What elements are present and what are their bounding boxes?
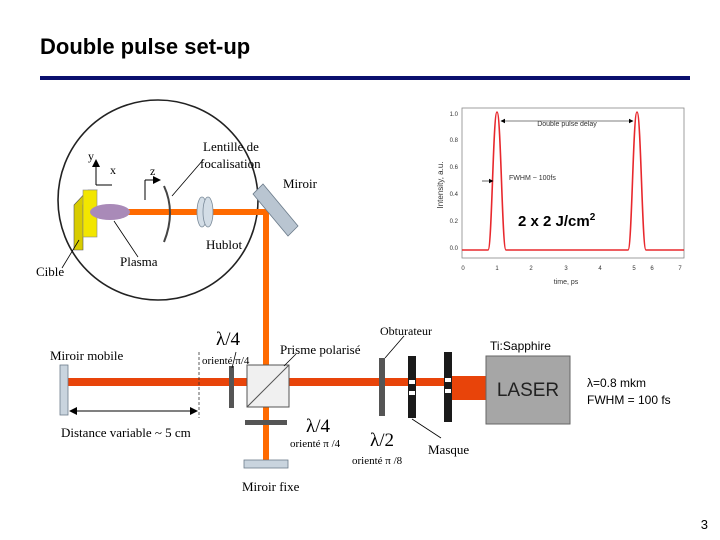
- ytick-4: 0.8: [449, 138, 458, 144]
- oriente-top-label: orienté π/4: [202, 355, 250, 367]
- beam-horizontal: [120, 209, 268, 215]
- cible-pointer: [62, 240, 79, 268]
- lambda2-label: λ/2: [370, 430, 394, 451]
- xtick-6: 6: [650, 266, 654, 272]
- prisme-label: Prisme polarisé: [280, 342, 361, 357]
- ytick-0: 0.0: [449, 246, 458, 252]
- fluence-label: 2 x 2 $J/cm^2$: [518, 212, 596, 230]
- obturateur-pointer: [385, 336, 404, 358]
- lambda4-bottom-plate: [245, 420, 287, 425]
- pulse-inset: [436, 108, 684, 286]
- lambda2-plate: [379, 358, 385, 416]
- ytick-1: 0.2: [449, 219, 458, 225]
- ytick-5: 1.0: [449, 112, 458, 118]
- page-number: 3: [700, 517, 708, 532]
- ytick-3: 0.6: [449, 165, 458, 171]
- miroir-mobile: [60, 365, 68, 415]
- inset-xtick-labels: [461, 266, 682, 272]
- plasma-pointer: [114, 221, 138, 257]
- xtick-1: 1: [495, 266, 499, 272]
- oriente-lambda2-label: orienté π /8: [352, 455, 403, 467]
- polarizing-prism: [247, 365, 289, 407]
- wavelength-label: λ=0.8 mkm: [587, 376, 647, 390]
- inset-fwhm-label: FWHM ~ 100fs: [509, 175, 556, 182]
- cible-label: Cible: [36, 264, 65, 279]
- xtick-0: 0: [461, 266, 465, 272]
- xtick-7: 7: [678, 266, 682, 272]
- laser-label: LASER: [496, 380, 560, 401]
- hublot-window: [197, 197, 213, 227]
- xtick-2: 2: [529, 266, 533, 272]
- plasma-label: Plasma: [120, 254, 158, 269]
- axis-y-label: y: [88, 149, 94, 163]
- miroir-mobile-label: Miroir mobile: [50, 348, 124, 363]
- lambda4-top-label: λ/4: [216, 329, 240, 350]
- axis-z-label: z: [150, 164, 156, 178]
- shutter-plate: [444, 352, 452, 422]
- fwhm-laser-label: FWHM = 100 fs: [587, 393, 671, 407]
- hublot-label: Hublot: [206, 237, 243, 252]
- miroir-fixe-label: Miroir fixe: [242, 479, 300, 494]
- lambda4-bottom-label: λ/4: [306, 416, 330, 437]
- distance-label: Distance variable ~ 5 cm: [61, 425, 191, 440]
- lentille-label-2: focalisation: [200, 156, 261, 171]
- lentille-label-1: Lentille de: [203, 139, 259, 154]
- slide-title: Double pulse set-up: [40, 34, 251, 59]
- ytick-2: 0.4: [449, 192, 458, 198]
- inset-ylabel: Intensity, a.u.: [436, 161, 445, 209]
- miroir-label: Miroir: [283, 176, 317, 191]
- masque: [408, 356, 416, 418]
- lambda4-top-plate: [229, 366, 234, 408]
- axis-x-label: x: [110, 163, 116, 177]
- masque-label: Masque: [428, 442, 470, 457]
- plasma-plume: [90, 204, 130, 220]
- lens-pointer: [172, 160, 203, 196]
- xtick-4: 4: [598, 266, 602, 272]
- beam-vertical-right: [263, 209, 269, 381]
- xtick-5: 5: [632, 266, 636, 272]
- inset-delay-label: Double pulse delay: [537, 121, 597, 128]
- xtick-3: 3: [564, 266, 568, 272]
- laser-output: [452, 376, 486, 400]
- oriente-bottom-label: orienté π /4: [290, 438, 341, 450]
- masque-pointer: [412, 419, 441, 438]
- target-assembly: [74, 190, 130, 250]
- inset-xlabel: time, ps: [553, 279, 579, 286]
- ti-sapphire-label: Ti:Sapphire: [490, 339, 551, 353]
- miroir-fixe: [244, 460, 288, 468]
- obturateur-label: Obturateur: [380, 324, 432, 338]
- inset-ytick-labels: [450, 112, 459, 252]
